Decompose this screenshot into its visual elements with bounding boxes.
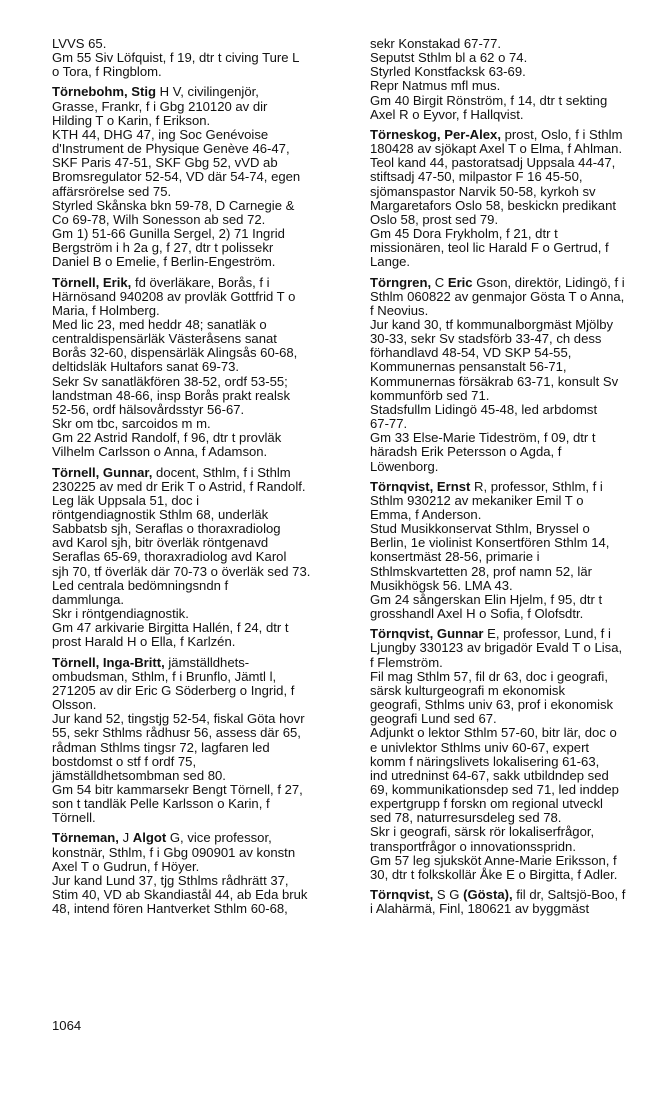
entry-text: grosshandl Axel H o Sofia, f Olofsdtr. xyxy=(370,606,584,622)
entry-text: Gm 40 Birgit Rönström, f 14, dtr t sekting xyxy=(370,92,608,108)
entry-text: särsk kulturgeografi m ekonomisk xyxy=(370,682,566,698)
entry-line xyxy=(370,698,666,712)
biography-entry xyxy=(370,627,666,882)
entry-text: Styrled Skånska bkn 59-78, D Carnegie & xyxy=(52,197,295,213)
entry-text: Gm 33 Else-Marie Tideström, f 09, dtr t xyxy=(370,430,596,446)
entry-line xyxy=(52,846,348,860)
entry-text: prost, Oslo, f i Sthlm xyxy=(500,126,623,142)
entry-text: 271205 av dir Eric G Söderberg o Ingrid, f xyxy=(52,682,295,698)
entry-text: Gson, direktör, Lidingö, f i xyxy=(472,274,625,290)
entry-text: Sekr Sv sanatläkfören 38-52, ordf 53-55; xyxy=(52,373,288,389)
entry-line xyxy=(52,811,348,825)
entry-line xyxy=(52,199,348,213)
entry-text: bostdomst o stf f ordf 75, xyxy=(52,753,197,769)
entry-line xyxy=(52,375,348,389)
biography-entry xyxy=(370,37,666,122)
entry-line xyxy=(52,227,348,241)
entry-line xyxy=(370,304,666,318)
biography-entry xyxy=(52,656,348,826)
entry-line xyxy=(370,403,666,417)
entry-name: Törneman, xyxy=(52,830,119,846)
entry-line xyxy=(52,156,348,170)
entry-text: Berlin, 1e violinist Konsertfören Sthlm 14, xyxy=(370,535,610,551)
entry-line xyxy=(52,185,348,199)
entry-line xyxy=(370,811,666,825)
entry-text: Gm 54 bitr kammarsekr Bengt Törnell, f 27, xyxy=(52,781,303,797)
entry-line xyxy=(52,536,348,550)
entry-text: deltidsläk Hultafors sanat 69-73. xyxy=(52,359,240,375)
entry-text: Skr i geografi, särsk rör lokaliserfrågor, xyxy=(370,824,595,840)
entry-text: Stud Musikkonservat Sthlm, Bryssel o xyxy=(370,521,590,537)
entry-line xyxy=(52,65,348,79)
biography-entry xyxy=(52,85,348,269)
entry-line xyxy=(370,375,666,389)
entry-text: Borås 32-60, dispensärläk Alingsås 60-68, xyxy=(52,345,298,361)
entry-line xyxy=(52,213,348,227)
entry-line xyxy=(370,460,666,474)
entry-line xyxy=(370,854,666,868)
entry-line xyxy=(370,346,666,360)
entry-text: Skr om tbc, sarcoidos m m. xyxy=(52,416,211,432)
entry-line xyxy=(370,156,666,170)
entry-text: KTH 44, DHG 47, ing Soc Genévoise xyxy=(52,126,269,142)
entry-text: f Neovius. xyxy=(370,302,429,318)
entry-text: förhandlavd 48-54, VD SKP 54-55, xyxy=(370,345,572,361)
entry-line xyxy=(370,142,666,156)
entry-text: Sabbatsb sjh, Seraflas o thoraxradiolog xyxy=(52,521,281,537)
entry-text: avd Karol sjh, bitr överläk röntgenavd xyxy=(52,535,269,551)
entry-line xyxy=(370,579,666,593)
entry-text: prost Harald H o Ella, f Karlzén. xyxy=(52,634,236,650)
entry-line xyxy=(370,565,666,579)
entry-text: S G xyxy=(433,887,464,903)
entry-text: docent, Sthlm, f i Sthlm xyxy=(152,464,291,480)
entry-text: Teol kand 44, pastoratsadj Uppsala 44-47, xyxy=(370,155,616,171)
entry-text: affärsrörelse sed 75. xyxy=(52,183,172,199)
entry-text: ombudsman, Sthlm, f i Brunflo, Jämtl l, xyxy=(52,668,277,684)
entry-text: Co 69-78, Wilh Sonesson ab sed 72. xyxy=(52,211,266,227)
entry-line xyxy=(52,445,348,459)
entry-line xyxy=(370,227,666,241)
entry-line xyxy=(370,290,666,304)
entry-line xyxy=(52,389,348,403)
entry-text: Maria, f Holmberg. xyxy=(52,302,160,318)
entry-line xyxy=(370,332,666,346)
entry-line xyxy=(52,741,348,755)
entry-text: SKF Paris 47-51, SKF Gbg 52, vVD ab xyxy=(52,155,278,171)
biography-entry xyxy=(52,37,348,79)
entry-line xyxy=(370,726,666,740)
entry-line xyxy=(370,241,666,255)
entry-text: Gm 47 arkivarie Birgitta Hallén, f 24, dtr t xyxy=(52,620,289,636)
entry-line xyxy=(370,627,666,641)
entry-line xyxy=(370,37,666,51)
entry-text: jämställdhetsombman sed 80. xyxy=(52,767,226,783)
entry-text: Jur kand 52, tingstjg 52-54, fiskal Göta hovr xyxy=(52,711,305,727)
entry-name: Törnell, Gunnar, xyxy=(52,464,153,480)
entry-line xyxy=(370,641,666,655)
entry-text: jämställdhets- xyxy=(164,654,250,670)
entry-line xyxy=(370,108,666,122)
entry-line xyxy=(52,874,348,888)
entry-text: H V, civilingenjör, xyxy=(156,84,259,100)
entry-text: Emma, f Anderson. xyxy=(370,507,482,522)
entry-text: Sthlmskvartetten 28, prof namn 52, lär xyxy=(370,563,592,579)
entry-line xyxy=(52,114,348,128)
entry-text: R, professor, Sthlm, f i xyxy=(470,478,603,494)
entry-text: dammlunga. xyxy=(52,591,125,607)
entry-text: J xyxy=(118,830,133,846)
entry-text: 30, dtr t folkskollär Åke E o Birgitta, f Adler. xyxy=(370,866,618,882)
entry-text: Grasse, Frankr, f i Gbg 210120 av dir xyxy=(52,98,268,114)
entry-text: Kommunernas pensanstalt 56-71, xyxy=(370,359,567,375)
entry-text: Gm 45 Dora Frykholm, f 21, dtr t xyxy=(370,226,558,242)
entry-text: komm f näringslivets lokalisering 61-63, xyxy=(370,753,600,769)
entry-text: Skr i röntgendiagnostik. xyxy=(52,606,189,622)
entry-text: Repr Natmus mfl mus. xyxy=(370,78,501,94)
entry-text: Sthlm 930212 av mekaniker Emil T o xyxy=(370,492,584,508)
biography-entry xyxy=(52,831,348,916)
biography-entry xyxy=(370,128,666,270)
entry-line xyxy=(52,403,348,417)
entry-line xyxy=(52,360,348,374)
entry-line xyxy=(370,522,666,536)
entry-text: Oslo 58, prost sed 79. xyxy=(370,211,499,227)
entry-name: Eric xyxy=(447,274,473,290)
entry-line xyxy=(52,290,348,304)
column-right xyxy=(370,37,666,916)
entry-name: Törnebohm, Stig xyxy=(52,84,157,100)
entry-line xyxy=(370,536,666,550)
biography-entry xyxy=(52,466,348,650)
entry-text: Seraflas 65-69, thoraxradiolog avd Karol xyxy=(52,549,287,565)
entry-line xyxy=(370,670,666,684)
entry-text: Styrled Konstfacksk 63-69. xyxy=(370,64,526,80)
entry-text: Härnösand 940208 av provläk Gottfrid T o xyxy=(52,288,296,304)
entry-line xyxy=(52,304,348,318)
entry-line xyxy=(370,94,666,108)
entry-name: Törneskog, Per-Alex, xyxy=(370,126,501,142)
entry-line xyxy=(370,902,666,916)
page-number: 1064 xyxy=(52,1018,82,1033)
entry-line xyxy=(52,128,348,142)
entry-line xyxy=(370,508,666,522)
entry-line xyxy=(370,445,666,459)
entry-text: Bromsregulator 52-54, VD där 54-74, egen xyxy=(52,169,301,185)
entry-line xyxy=(52,769,348,783)
entry-text: landstman 48-66, insp Borås prakt realsk xyxy=(52,387,290,403)
entry-line xyxy=(52,37,348,51)
entry-line xyxy=(52,579,348,593)
entry-text: C xyxy=(431,274,448,290)
entry-text: 230225 av med dr Erik T o Astrid, f Randolf. xyxy=(52,478,306,494)
entry-text: Gm 1) 51-66 Gunilla Sergel, 2) 71 Ingrid xyxy=(52,226,285,242)
biography-entry xyxy=(370,480,666,622)
entry-line xyxy=(370,276,666,290)
entry-text: 52-56, ordf hälsovårdsstyr 56-67. xyxy=(52,401,245,417)
entry-line xyxy=(52,508,348,522)
entry-line xyxy=(52,550,348,564)
biography-entry xyxy=(370,888,666,916)
entry-text: expertgrupp f forskn om regional utveckl xyxy=(370,796,603,812)
entry-text: LVVS 65. xyxy=(52,36,107,51)
entry-line xyxy=(370,431,666,445)
entry-line xyxy=(52,726,348,740)
entry-line xyxy=(52,902,348,916)
entry-line xyxy=(52,480,348,494)
entry-text: Törnell. xyxy=(52,810,96,826)
entry-line xyxy=(52,318,348,332)
entry-name: Törnell, Inga-Britt, xyxy=(52,654,165,670)
entry-text: Gm 22 Astrid Randolf, f 96, dtr t provläk xyxy=(52,430,282,446)
entry-text: 55, sekr Sthlms rådhusr 56, assess där 65, xyxy=(52,725,301,741)
entry-line xyxy=(370,51,666,65)
entry-line xyxy=(52,51,348,65)
entry-text: son t tandläk Pelle Karlsson o Karin, f xyxy=(52,796,270,812)
entry-line xyxy=(52,684,348,698)
entry-line xyxy=(52,241,348,255)
entry-line xyxy=(370,128,666,142)
entry-text: 48, intend fören Hantverket Sthlm 60-68, xyxy=(52,901,288,917)
entry-line xyxy=(370,199,666,213)
entry-line xyxy=(52,565,348,579)
entry-text: Olsson. xyxy=(52,697,97,713)
entry-line xyxy=(370,593,666,607)
entry-line xyxy=(370,769,666,783)
entry-text: transportfrågor o innovationsspridn. xyxy=(370,838,576,854)
entry-line xyxy=(370,868,666,882)
entry-line xyxy=(52,712,348,726)
entry-text: rådman Sthlms tingsr 72, lagfaren led xyxy=(52,739,270,755)
entry-line xyxy=(52,142,348,156)
entry-line xyxy=(52,621,348,635)
entry-text: geografi Lund sed 67. xyxy=(370,711,497,727)
entry-text: Kommunernas försäkrab 63-71, konsult Sv xyxy=(370,373,619,389)
entry-line xyxy=(370,417,666,431)
biography-entry xyxy=(370,276,666,474)
entry-text: Löwenborg. xyxy=(370,458,439,474)
entry-text: e univlektor Sthlms univ 60-67, expert xyxy=(370,739,590,755)
entry-text: Axel T o Gudrun, f Höyer. xyxy=(52,858,200,874)
entry-text: 180428 av sjökapt Axel T o Elma, f Ahlman. xyxy=(370,141,623,157)
entry-name: Törngren, xyxy=(370,274,432,290)
entry-text: kommunförb sed 71. xyxy=(370,387,490,403)
entry-line xyxy=(52,860,348,874)
entry-text: Jur kand Lund 37, tjg Sthlms rådhrätt 37, xyxy=(52,872,289,888)
entry-line xyxy=(370,712,666,726)
entry-text: E, professor, Lund, f i xyxy=(483,626,611,642)
entry-line xyxy=(52,831,348,845)
entry-line xyxy=(370,185,666,199)
entry-line xyxy=(370,840,666,854)
entry-text: sed 78, naturresursdeleg sed 78. xyxy=(370,810,562,826)
entry-line xyxy=(370,783,666,797)
entry-text: Seputst Sthlm bl a 62 o 74. xyxy=(370,50,528,66)
entry-text: häradsh Erik Petersson o Agda, f xyxy=(370,444,562,460)
entry-line xyxy=(370,389,666,403)
entry-line xyxy=(52,755,348,769)
entry-line xyxy=(52,635,348,649)
entry-line xyxy=(370,318,666,332)
entry-line xyxy=(52,276,348,290)
entry-line xyxy=(52,698,348,712)
entry-line xyxy=(52,255,348,269)
entry-line xyxy=(52,593,348,607)
entry-text: Stadsfullm Lidingö 45-48, led arbdomst xyxy=(370,401,598,417)
entry-line xyxy=(370,494,666,508)
entry-line xyxy=(52,332,348,346)
entry-line xyxy=(52,431,348,445)
entry-text: Led centrala bedömningsndn f xyxy=(52,577,229,593)
entry-name: (Gösta), xyxy=(463,887,513,903)
entry-text: f Flemström. xyxy=(370,654,443,670)
entry-line xyxy=(370,213,666,227)
entry-line xyxy=(52,494,348,508)
entry-line xyxy=(52,170,348,184)
entry-line xyxy=(370,741,666,755)
entry-text: fil dr, Saltsjö-Boo, f xyxy=(512,887,626,903)
entry-line xyxy=(52,783,348,797)
column-left xyxy=(52,37,348,916)
entry-line xyxy=(52,466,348,480)
entry-line xyxy=(370,480,666,494)
entry-line xyxy=(52,522,348,536)
entry-line xyxy=(52,85,348,99)
entry-text: konstnär, Sthlm, f i Gbg 090901 av konstn xyxy=(52,844,296,860)
entry-text: missionären, teol lic Harald F o Gertrud, f xyxy=(370,240,609,256)
entry-name: Törnell, Erik, xyxy=(52,274,132,290)
entry-text: Jur kand 30, tf kommunalborgmäst Mjölby xyxy=(370,316,614,332)
entry-text: Daniel B o Emelie, f Berlin-Engeström. xyxy=(52,254,276,270)
entry-text: centraldispensärläk Västeråsens sanat xyxy=(52,331,277,347)
entry-text: Ljungby 330123 av brigadör Evald T o Lisa, xyxy=(370,640,623,656)
entry-line xyxy=(52,346,348,360)
entry-text: Adjunkt o lektor Sthlm 57-60, bitr lär, doc o xyxy=(370,725,617,741)
entry-line xyxy=(52,670,348,684)
entry-text: stiftsadj 47-50, milpastor F 16 45-50, xyxy=(370,169,583,185)
entry-line xyxy=(370,65,666,79)
entry-text: Sthlm 060822 av genmajor Gösta T o Anna, xyxy=(370,288,625,304)
entry-text: Stim 40, VD ab Skandiastål 44, ab Eda bruk xyxy=(52,887,308,903)
entry-text: geografi, Sthlms univ 63, prof i ekonomisk xyxy=(370,697,614,713)
entry-line xyxy=(370,170,666,184)
entry-line xyxy=(370,255,666,269)
entry-line xyxy=(52,656,348,670)
entry-name: Törnqvist, Gunnar xyxy=(370,626,484,642)
entry-text: d'Instrument de Physique Genève 46-47, xyxy=(52,141,290,157)
entry-text: Leg läk Uppsala 51, doc i xyxy=(52,492,200,508)
entry-text: sjömanspastor Narvik 50-58, kyrkoh sv xyxy=(370,183,596,199)
entry-text: Gm 24 sångerskan Elin Hjelm, f 95, dtr t xyxy=(370,591,603,607)
entry-text: i Alahärmä, Finl, 180621 av byggmäst xyxy=(370,901,590,917)
entry-text: 30-33, sekr Sv stadsförb 33-47, ch dess xyxy=(370,331,602,347)
entry-text: Axel R o Eyvor, f Hallqvist. xyxy=(370,106,524,122)
biography-entry xyxy=(52,276,348,460)
entry-text: sekr Konstakad 67-77. xyxy=(370,36,502,51)
entry-text: Hilding T o Karin, f Erikson. xyxy=(52,112,211,128)
entry-line xyxy=(370,550,666,564)
entry-line xyxy=(370,656,666,670)
entry-text: Musikhögsk 56. LMA 43. xyxy=(370,577,513,593)
entry-line xyxy=(370,825,666,839)
entry-line xyxy=(52,888,348,902)
entry-line xyxy=(370,755,666,769)
entry-line xyxy=(370,79,666,93)
entry-line xyxy=(52,607,348,621)
entry-text: Lange. xyxy=(370,254,411,270)
entry-text: 69, kommunikationsdep sed 71, led inddep xyxy=(370,781,619,797)
entry-name: Algot xyxy=(132,830,167,846)
entry-text: konsertmäst 28-56, primarie i xyxy=(370,549,540,565)
entry-text: röntgendiagnostik Sthlm 68, underläk xyxy=(52,507,269,522)
entry-line xyxy=(52,100,348,114)
entry-text: Vilhelm Carlsson o Anna, f Adamson. xyxy=(52,444,268,460)
entry-text: Bergström i h 2a g, f 27, dtr t polissekr xyxy=(52,240,274,256)
entry-name: Törnqvist, xyxy=(370,887,434,903)
entry-line xyxy=(370,360,666,374)
entry-text: Fil mag Sthlm 57, fil dr 63, doc i geografi, xyxy=(370,668,608,684)
entry-text: 67-77. xyxy=(370,416,408,432)
entry-line xyxy=(52,797,348,811)
entry-text: sjh 70, tf överläk där 70-73 o överläk sed 73. xyxy=(52,563,311,579)
entry-text: ind utredninst 64-67, sakk utbildndep sed xyxy=(370,767,609,783)
entry-text: Margaretafors Oslo 58, beskickn predikant xyxy=(370,197,616,213)
entry-line xyxy=(370,797,666,811)
entry-text: fd överläkare, Borås, f i xyxy=(131,274,270,290)
entry-line xyxy=(52,417,348,431)
entry-name: Törnqvist, Ernst xyxy=(370,478,471,494)
entry-text: Gm 55 Siv Löfquist, f 19, dtr t civing Ture L xyxy=(52,50,300,66)
entry-text: Med lic 23, med heddr 48; sanatläk o xyxy=(52,316,267,332)
entry-text: Gm 57 leg sjuksköt Anne-Marie Eriksson, f xyxy=(370,852,617,868)
entry-line xyxy=(370,888,666,902)
entry-line xyxy=(370,607,666,621)
entry-text: o Tora, f Ringblom. xyxy=(52,64,162,80)
entry-line xyxy=(370,684,666,698)
entry-text: G, vice professor, xyxy=(166,830,272,846)
